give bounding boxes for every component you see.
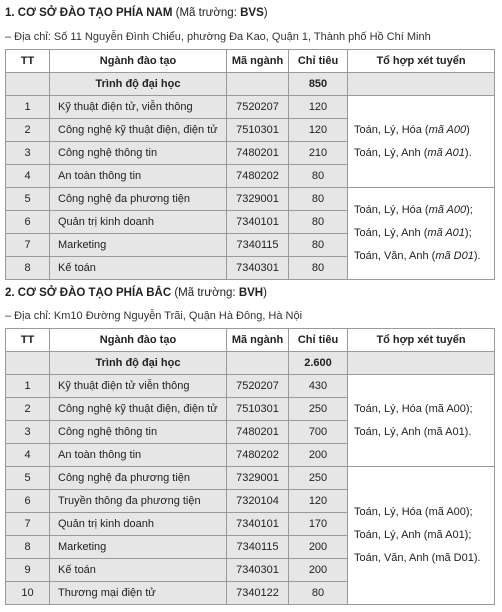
table-row: 6 Quản trị kinh doanh 7340101 80 (6, 211, 495, 234)
north-title-rest: (Mã trường: (171, 287, 239, 299)
south-section-title (5, 7, 268, 19)
combo-line: Toán, Văn, Anh (mã D01). (354, 250, 481, 262)
south-header-row (6, 50, 495, 73)
south-school-code: BVS (240, 7, 264, 19)
south-header-major: Ngành đào tạo (50, 50, 227, 73)
south-header-tt: TT (6, 50, 50, 73)
table-row: 8 Marketing 7340115 200 (6, 536, 495, 559)
north-section-title (5, 287, 267, 299)
table-row: 7 Marketing 7340115 80 (6, 234, 495, 257)
combo-line: Toán, Lý, Anh (mã A01); (354, 227, 472, 239)
south-table (5, 49, 495, 280)
south-title-close: ) (263, 7, 268, 19)
south-title-rest: (Mã trường: (172, 7, 241, 19)
combo-line: Toán, Lý, Hóa (mã A00); (354, 402, 473, 415)
north-address: – Địa chỉ: Km10 Đường Nguyễn Trãi, Quận Hà Đông, Hà Nội (5, 310, 303, 322)
north-level-label: Trình độ đại học (50, 352, 227, 375)
north-table (5, 328, 495, 605)
north-header-major: Ngành đào tạo (50, 329, 227, 352)
north-level-row (6, 352, 495, 375)
table-row: 3 Công nghệ thông tin 7480201 700 (6, 421, 495, 444)
table-row: 5 Công nghệ đa phương tiện 7329001 250 Toán, Lý, Hóa (mã A00); Toán, Lý, Anh (mã A01); Toán, Văn, Anh (mã D01). (6, 467, 495, 490)
combo-line: Toán, Lý, Hóa (mã A00) (354, 123, 470, 136)
combo-line: Toán, Lý, Anh (mã A01). (354, 425, 472, 438)
table-row: 4 An toàn thông tin 7480202 200 (6, 444, 495, 467)
table-row: 1 Kỹ thuật điện tử, viễn thông 7520207 120 Toán, Lý, Hóa (mã A00) Toán, Lý, Anh (mã A01). (6, 96, 495, 119)
south-title-bold: 1. CƠ SỞ ĐÀO TẠO PHÍA NAM (5, 7, 173, 19)
table-row: 8 Kế toán 7340301 80 (6, 257, 495, 280)
table-row: 10 Thương mại điện tử 7340122 80 (6, 582, 495, 605)
north-title-bold: 2. CƠ SỞ ĐÀO TẠO PHÍA BẮC (5, 287, 172, 299)
south-header-combo: Tổ hợp xét tuyển (348, 50, 495, 73)
table-row: 5 Công nghệ đa phương tiện 7329001 80 Toán, Lý, Hóa (mã A00); Toán, Lý, Anh (mã A01); Toán, Văn, Anh (mã D01). (6, 188, 495, 211)
combo-line: Toán, Lý, Hóa (mã A00); (354, 506, 473, 518)
table-row: 3 Công nghệ thông tin 7480201 210 (6, 142, 495, 165)
combo-line: Toán, Văn, Anh (mã D01). (354, 552, 481, 564)
north-school-code: BVH (238, 287, 264, 299)
north-header-tt: TT (6, 329, 50, 352)
south-combo-group-a (348, 96, 495, 188)
table-row: 6 Truyền thông đa phương tiện 7320104 120 (6, 490, 495, 513)
north-header-row (6, 329, 495, 352)
north-title-close: ) (263, 287, 267, 299)
north-header-code: Mã ngành (227, 329, 289, 352)
south-address: – Địa chỉ: Số 11 Nguyễn Đình Chiểu, phường Đa Kao, Quận 1, Thành phố Hồ Chí Minh (5, 31, 431, 43)
combo-line: Toán, Lý, Anh (mã A01). (354, 146, 472, 159)
south-header-code: Mã ngành (227, 50, 289, 73)
table-row: 7 Quản trị kinh doanh 7340101 170 (6, 513, 495, 536)
north-combo-group-b (348, 467, 495, 605)
combo-line: Toán, Lý, Anh (mã A01); (354, 529, 472, 541)
south-level-total: 850 (289, 73, 348, 96)
north-combo-group-a (348, 375, 495, 467)
table-row: 2 Công nghệ kỹ thuật điện, điện tử 7510301 120 (6, 119, 495, 142)
south-level-row (6, 73, 495, 96)
north-level-total: 2.600 (289, 352, 348, 375)
south-combo-group-b (348, 188, 495, 280)
south-level-label: Trình độ đại học (50, 73, 227, 96)
north-header-quota: Chỉ tiêu (289, 329, 348, 352)
table-row: 1 Kỹ thuật điện tử viễn thông 7520207 430 Toán, Lý, Hóa (mã A00); Toán, Lý, Anh (mã A01). (6, 375, 495, 398)
table-row: 2 Công nghệ kỹ thuật điện, điện tử 7510301 250 (6, 398, 495, 421)
south-header-quota: Chỉ tiêu (289, 50, 348, 73)
table-row: 4 An toàn thông tin 7480202 80 (6, 165, 495, 188)
combo-line: Toán, Lý, Hóa (mã A00); (354, 204, 473, 216)
north-header-combo: Tổ hợp xét tuyển (348, 329, 495, 352)
table-row: 9 Kế toán 7340301 200 (6, 559, 495, 582)
